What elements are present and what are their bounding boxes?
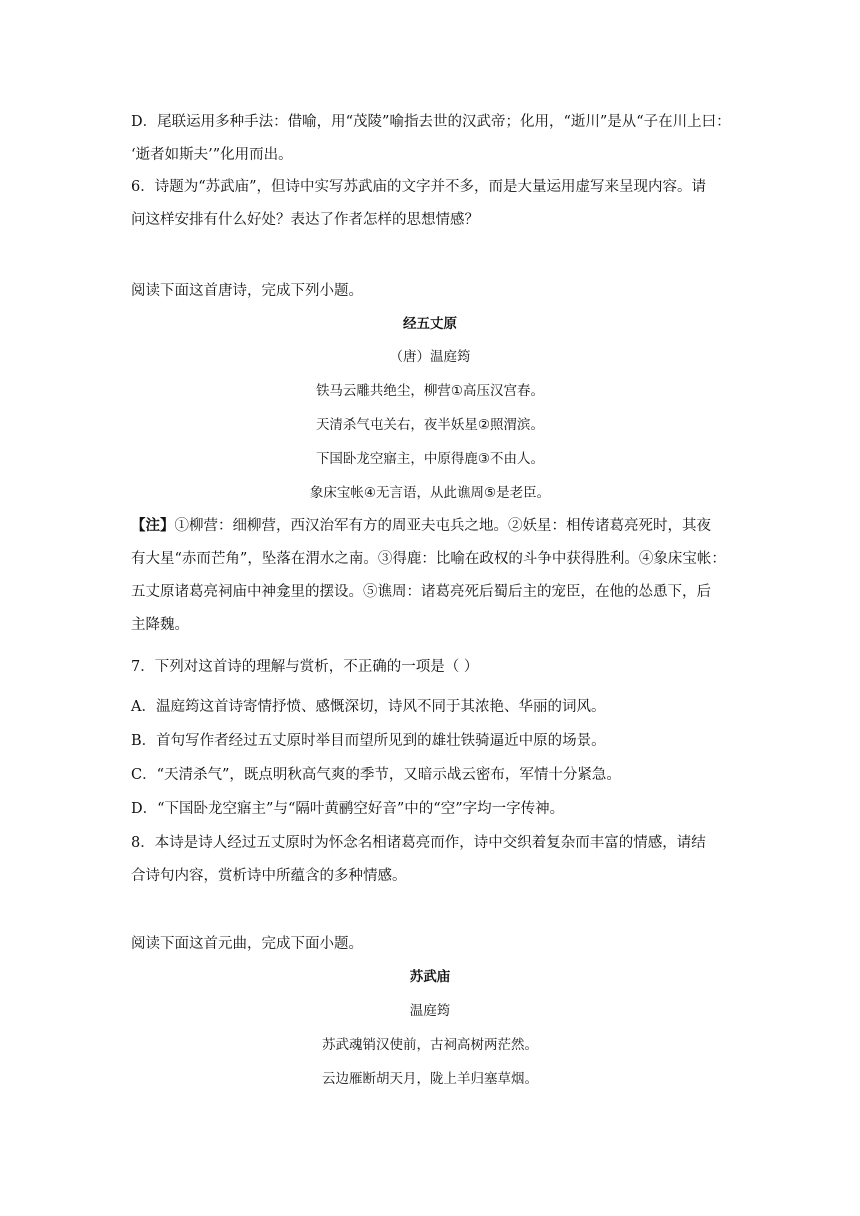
question-7-option-a: A．温庭筠这首诗寄情抒愤、感慨深切，诗风不同于其浓艳、华丽的词风。 — [131, 699, 606, 715]
prev-option-d-line1: D．尾联运用多种手法：借喻，用“茂陵”喻指去世的汉武帝；化用，“逝川”是从“子在川上曰： — [131, 114, 731, 130]
note-line-1 — [131, 516, 711, 536]
poem-line-1: 铁马云雕共绝尘，柳营①高压汉宫春。 — [315, 383, 545, 399]
question-6-line1: 6．诗题为“苏武庙”，但诗中实写苏武庙的文字并不多，而是大量运用虚写来呈现内容。请 — [131, 179, 707, 195]
question-8-line1: 8．本诗是诗人经过五丈原时为怀念名相诸葛亮而作，诗中交织着复杂而丰富的情感，请结 — [131, 835, 706, 851]
poem-author: （唐）温庭筠 — [389, 349, 471, 365]
note-text-1: ①柳营：细柳营，西汉治军有方的周亚夫屯兵之地。②妖星：相传诸葛亮死时，其夜 — [174, 518, 711, 534]
poem2-title: 苏武庙 — [409, 969, 451, 985]
poem-line-2: 天清杀气屯关右，夜半妖星②照渭滨。 — [315, 417, 545, 433]
note-line-2: 有大星“赤而芒角”，坠落在渭水之南。③得鹿：比喻在政权的斗争中获得胜利。④象床宝帐： — [131, 551, 726, 567]
poem2-author: 温庭筠 — [409, 1003, 451, 1019]
poem2-line-2: 云边雁断胡天月，陇上羊归塞草烟。 — [322, 1071, 538, 1087]
section2-intro: 阅读下面这首唐诗，完成下列小题。 — [131, 283, 363, 299]
question-8-line2: 合诗句内容，赏析诗中所蕴含的多种情感。 — [131, 868, 407, 884]
question-7-stem: 7．下列对这首诗的理解与赏析，不正确的一项是（ ） — [131, 659, 479, 675]
poem-title: 经五丈原 — [403, 316, 457, 332]
section3-intro: 阅读下面这首元曲，完成下面小题。 — [131, 936, 363, 952]
question-7-option-b: B．首句写作者经过五丈原时举目而望所见到的雄壮铁骑逼近中原的场景。 — [131, 733, 606, 749]
question-7-option-c: C．“天清杀气”，既点明秋高气爽的季节，又暗示战云密布，军情十分紧急。 — [131, 767, 621, 783]
note-line-4: 主降魏。 — [131, 617, 189, 633]
poem-line-4: 象床宝帐④无言语，从此谯周⑤是老臣。 — [309, 485, 551, 501]
poem2-line-1: 苏武魂销汉使前，古祠高树两茫然。 — [322, 1037, 538, 1053]
prev-option-d-line2: ‘逝者如斯夫’”化用而出。 — [131, 147, 293, 163]
note-line-3: 五丈原诸葛亮祠庙中神龛里的摆设。⑤谯周：诸葛亮死后蜀后主的宠臣，在他的怂恿下，后 — [131, 584, 711, 600]
note-label: 【注】 — [131, 517, 175, 534]
poem-line-3: 下国卧龙空寤主，中原得鹿③不由人。 — [315, 451, 545, 467]
question-6-line2: 问这样安排有什么好处？表达了作者怎样的思想情感？ — [131, 212, 479, 228]
question-7-option-d: D．“下国卧龙空寤主”与“隔叶黄鹂空好音”中的“空”字均一字传神。 — [131, 801, 565, 817]
